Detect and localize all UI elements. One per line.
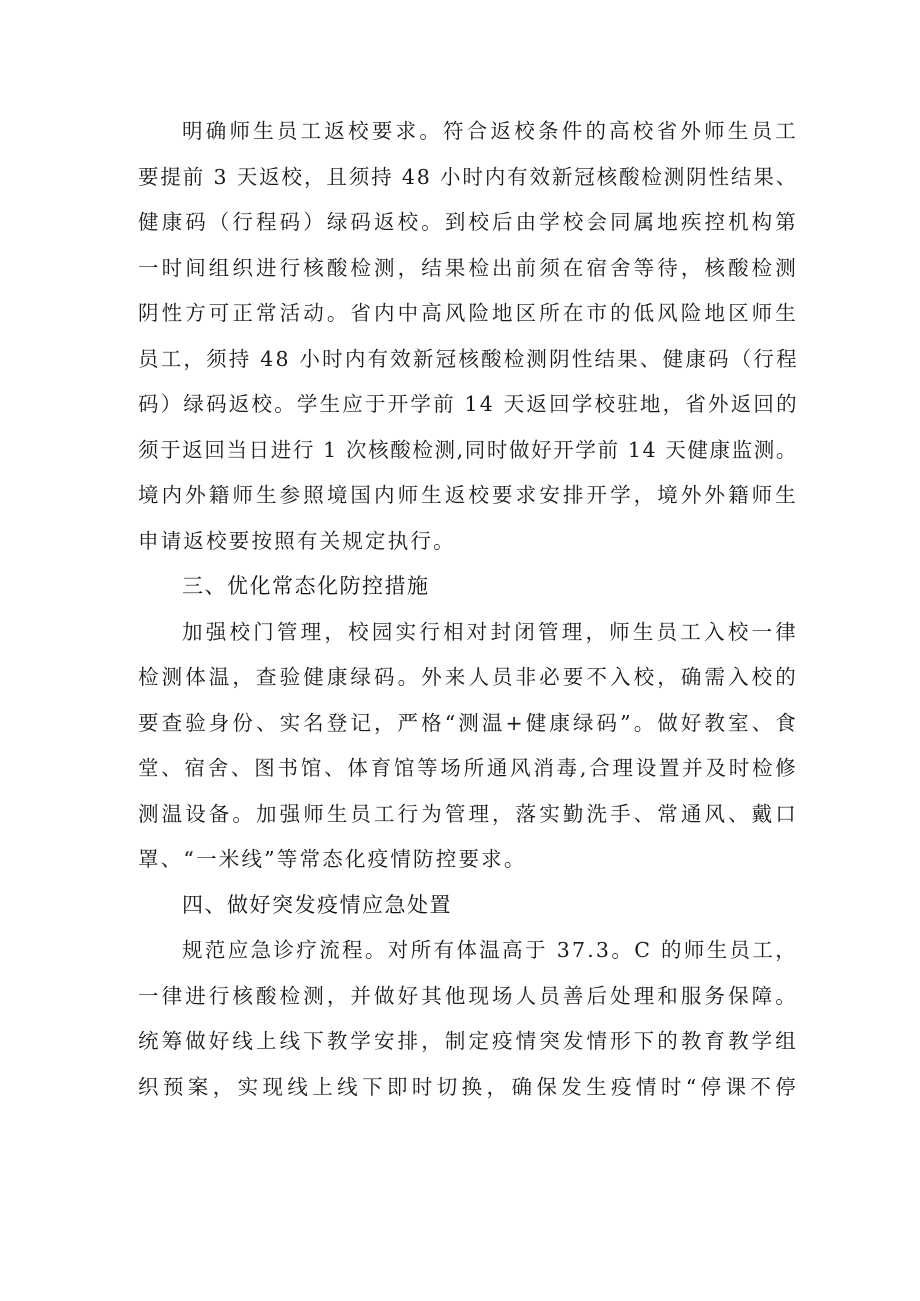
paragraph-2-line-6: 罩、“一米线”等常态化疫情防控要求。 <box>138 847 527 871</box>
paragraph-1-line-5: 阴性方可正常活动。省内中高风险地区所在市的低风险地区师生 <box>138 301 798 325</box>
paragraph-2-line-1: 加强校门管理，校园实行相对封闭管理，师生员工入校一律 <box>182 620 798 644</box>
paragraph-2-line-5: 测温设备。加强师生员工行为管理，落实勤洗手、常通风、戴口 <box>138 802 798 826</box>
paragraph-1-line-10: 申请返校要按照有关规定执行。 <box>138 529 456 553</box>
paragraph-3-line-4: 织预案，实现线上线下即时切换，确保发生疫情时“停课不停 <box>138 1075 798 1099</box>
paragraph-1-line-1: 明确师生员工返校要求。符合返校条件的高校省外师生员工 <box>182 119 798 143</box>
section-heading-4: 四、做好突发疫情应急处置 <box>182 893 452 917</box>
paragraph-1-line-3: 健康码（行程码）绿码返校。到校后由学校会同属地疾控机构第 <box>138 210 798 234</box>
paragraph-1-line-8: 须于返回当日进行 1 次核酸检测,同时做好开学前 14 天健康监测。 <box>138 438 798 462</box>
paragraph-1-line-2: 要提前 3 天返校，且须持 48 小时内有效新冠核酸检测阴性结果、 <box>138 165 798 189</box>
paragraph-2-line-4: 堂、宿舍、图书馆、体育馆等场所通风消毒,合理设置并及时检修 <box>138 756 798 780</box>
paragraph-3-line-2: 一律进行核酸检测，并做好其他现场人员善后处理和服务保障。 <box>138 984 798 1008</box>
paragraph-1-line-9: 境内外籍师生参照境国内师生返校要求安排开学，境外外籍师生 <box>138 483 798 507</box>
paragraph-1-line-7: 码）绿码返校。学生应于开学前 14 天返回学校驻地，省外返回的 <box>138 392 799 416</box>
paragraph-3-line-1: 规范应急诊疗流程。对所有体温高于 37.3。C 的师生员工， <box>182 938 798 962</box>
paragraph-1-line-6: 员工，须持 48 小时内有效新冠核酸检测阴性结果、健康码（行程 <box>138 347 799 371</box>
paragraph-3-line-3: 统筹做好线上线下教学安排，制定疫情突发情形下的教育教学组 <box>138 1029 798 1053</box>
paragraph-2-line-2: 检测体温，查验健康绿码。外来人员非必要不入校，确需入校的 <box>138 665 798 689</box>
section-heading-3: 三、优化常态化防控措施 <box>182 574 430 598</box>
paragraph-1-line-4: 一时间组织进行核酸检测，结果检出前须在宿舍等待，核酸检测 <box>138 256 798 280</box>
paragraph-2-line-3: 要查验身份、实名登记，严格“测温+健康绿码”。做好教室、食 <box>138 711 798 735</box>
